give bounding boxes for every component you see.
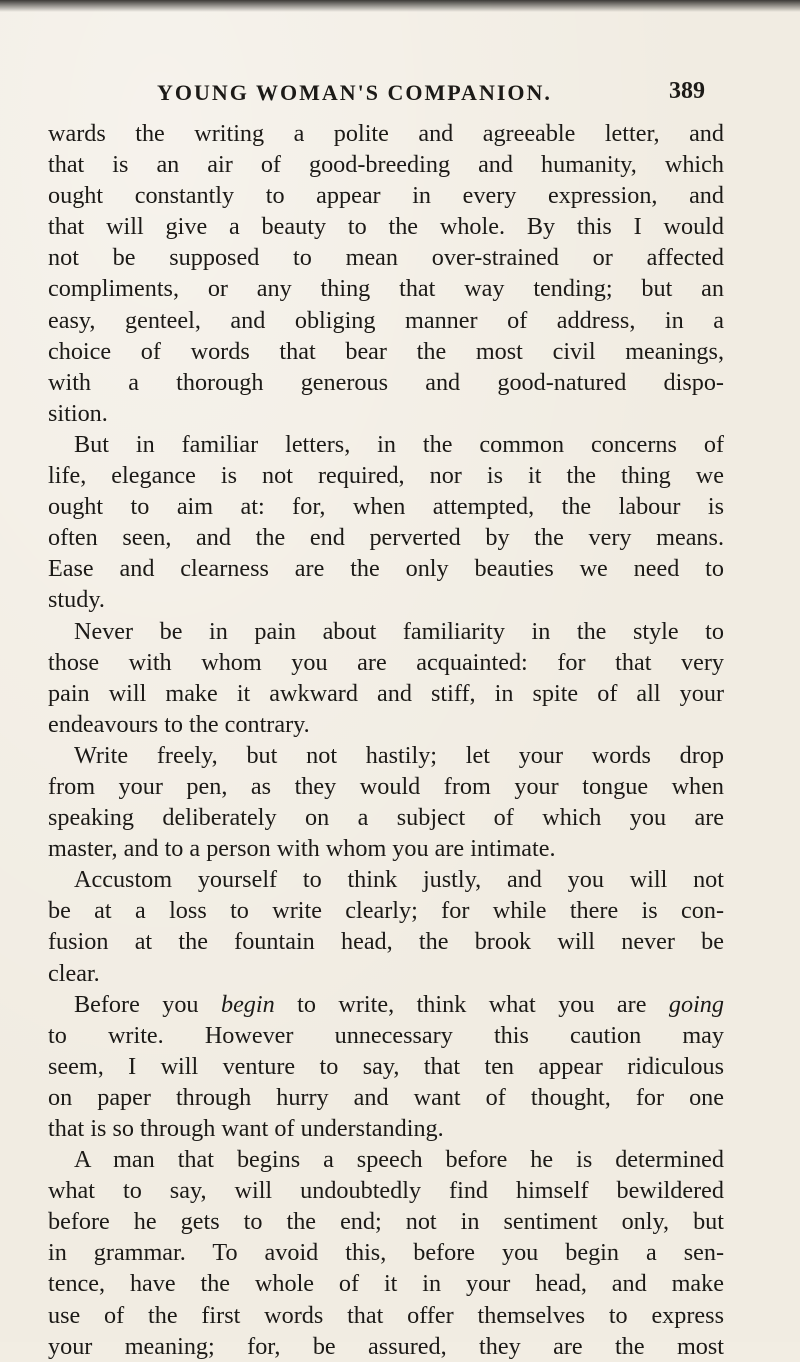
text-line: what to say, will undoubtedly find himself bewildered [48, 1177, 724, 1205]
text-line: from your pen, as they would from your tongue when [48, 772, 724, 800]
text-line: life, elegance is not required, nor is it the thing we [48, 462, 724, 490]
text-line: to write. However unnecessary this caution may [48, 1021, 724, 1049]
text-line: in grammar. To avoid this, before you begin a sen- [48, 1239, 724, 1267]
text-line: wards the writing a polite and agreeable letter, and [48, 120, 724, 147]
text-line: speaking deliberately on a subject of which you are [48, 804, 724, 832]
running-head [95, 80, 705, 114]
text-line: not be supposed to mean over-strained or affected [48, 244, 724, 272]
text-line: ought to aim at: for, when attempted, the labour is [48, 493, 724, 521]
italic-word: going [668, 990, 724, 1018]
text-line: ought constantly to appear in every expression, and [48, 182, 724, 210]
text-line: on paper through hurry and want of thought, for one [48, 1083, 724, 1111]
text-line: Ease and clearness are the only beauties we need to [48, 555, 724, 583]
text-line: fusion at the fountain head, the brook will never be [48, 928, 724, 956]
page-number: 389 [669, 78, 705, 104]
running-head-title: YOUNG WOMAN'S COMPANION. [157, 80, 552, 105]
text-line: easy, genteel, and obliging manner of address, in a [48, 306, 724, 334]
text-line: master, and to a person with whom you are intimate. [48, 835, 556, 863]
page-edge-shadow [0, 0, 800, 12]
text-line: that will give a beauty to the whole. By this I would [48, 213, 724, 241]
text-line: seem, I will venture to say, that ten appear ridiculous [48, 1052, 724, 1080]
text-line: tence, have the whole of it in your head, and make [48, 1270, 724, 1298]
text-line: with a thorough generous and good-natured dispo- [48, 368, 724, 396]
text-line: Never be in pain about familiarity in the style to [74, 617, 724, 645]
text-line: choice of words that bear the most civil meanings, [48, 337, 724, 365]
text-line: study. [48, 586, 105, 614]
text-line: use of the first words that offer themselves to express [48, 1301, 724, 1329]
text-line-with-italics [48, 989, 724, 1020]
text-line: But in familiar letters, in the common concerns of [74, 430, 724, 458]
text-line: often seen, and the end perverted by the very means. [48, 524, 724, 552]
text-line: your meaning; for, be assured, they are the most [48, 1332, 724, 1360]
text-line: compliments, or any thing that way tending; but an [48, 275, 724, 303]
text-line: those with whom you are acquainted: for that very [48, 648, 724, 676]
text-line: pain will make it awkward and stiff, in spite of all your [48, 679, 724, 707]
text-line: sition. [48, 399, 108, 427]
text-line: before he gets to the end; not in sentiment only, but [48, 1208, 724, 1236]
text-segment: Before you [74, 990, 221, 1018]
text-line: Write freely, but not hastily; let your words drop [74, 741, 724, 769]
italic-word: begin [220, 990, 275, 1018]
text-line: endeavours to the contrary. [48, 710, 310, 738]
text-segment: to write, think what you are [274, 990, 669, 1018]
text-line: Accustom yourself to think justly, and you will not [74, 866, 724, 894]
text-line: clear. [48, 959, 100, 987]
text-line: that is so through want of understanding. [48, 1115, 444, 1142]
text-line: A man that begins a speech before he is determined [74, 1146, 724, 1174]
body-text [48, 118, 724, 1362]
text-line: be at a loss to write clearly; for while there is con- [48, 897, 724, 925]
text-line: that is an air of good-breeding and humanity, which [48, 151, 724, 179]
